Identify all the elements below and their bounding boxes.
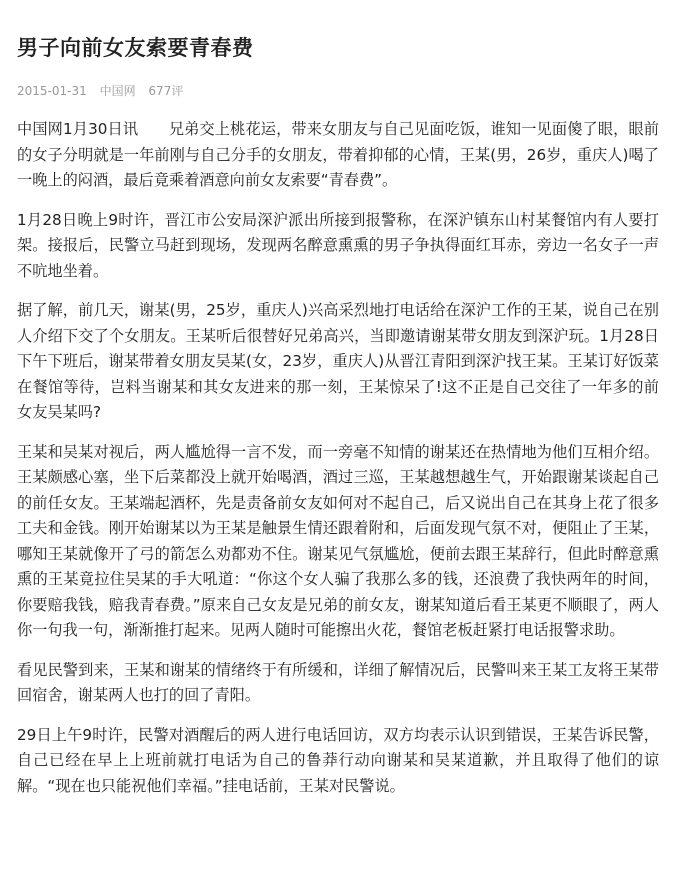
source-link[interactable]: 中国网 [99,84,136,98]
paragraph: 29日上午9时许，民警对酒醒后的两人进行电话回访，双方均表示认识到错误，王某告诉民警，自己已经在早上上班前就打电话为自己的鲁莽行动向谢某和吴某道歉，并且取得了他们的谅解。“现在也只能祝他们幸福。”挂电话前，王某对民警说。 [17,725,659,795]
article-title: 男子向前女友索要青春费 [17,36,254,60]
article-body [17,117,659,799]
paragraph: 1月28日晚上9时许，晋江市公安局深沪派出所接到报警称，在深沪镇东山村某餐馆内有人要打架。接报后，民警立马赶到现场，发现两名醉意熏熏的男子争执得面红耳赤，旁边一名女子一声不吭地坐着。 [17,210,659,280]
paragraph: 王某和吴某对视后，两人尴尬得一言不发，而一旁毫不知情的谢某还在热情地为他们互相介绍。王某颇感心塞，坐下后菜都没上就开始喝酒，酒过三巡，王某越想越生气，开始跟谢某谈起自己的前任女友。王某端起酒杯，先是责备前女友如何对不起自己，后又说出自己在其身上花了很多工夫和金钱。刚开始谢某以为王某是触景生情还跟着附和，后面发现气氛不对，便阻止了王某，哪知王某就像开了弓的箭怎么劝都劝不住。谢某见气氛尴尬，便前去跟王某辞行，但此时醉意熏熏的王某竟拉住吴某的手大吼道：“你这个女人骗了我那么多的钱，还浪费了我快两年的时间，你要赔我钱，赔我青春费。”原来自己女友是兄弟的前女友，谢某知道后看王某更不顺眼了，两人你一句我一句，渐渐推打起来。见两人随时可能擦出火花，餐馆老板赶紧打电话报警求助。 [17,442,659,639]
paragraph: 据了解，前几天，谢某(男，25岁，重庆人)兴高采烈地打电话给在深沪工作的王某，说自己在别人介绍下交了个女朋友。王某听后很替好兄弟高兴，当即邀请谢某带女朋友到深沪玩。1月28日下午下班后，谢某带着女朋友吴某(女，23岁，重庆人)从晋江青阳到深沪找王某。王某订好饭菜在餐馆等待，岂料当谢某和其女友进来的那一刻，王某惊呆了!这不正是自己交往了一年多的前女友吴某吗? [17,301,659,421]
paragraph: 看见民警到来，王某和谢某的情绪终于有所缓和，详细了解情况后，民警叫来王某工友将王某带回宿舍，谢某两人也打的回了青阳。 [17,660,659,704]
paragraph: 中国网1月30日讯 兄弟交上桃花运，带来女朋友与自己见面吃饭，谁知一见面傻了眼，眼前的女子分明就是一年前刚与自己分手的女朋友，带着抑郁的心情，王某(男，26岁，重庆人)喝了一晚上的闷酒，最后竟乘着酒意向前女友索要“青春费”。 [17,120,659,189]
comment-count-link[interactable]: 677评 [148,84,184,98]
publish-date: 2015-01-31 [17,84,87,98]
article-meta [17,83,659,99]
